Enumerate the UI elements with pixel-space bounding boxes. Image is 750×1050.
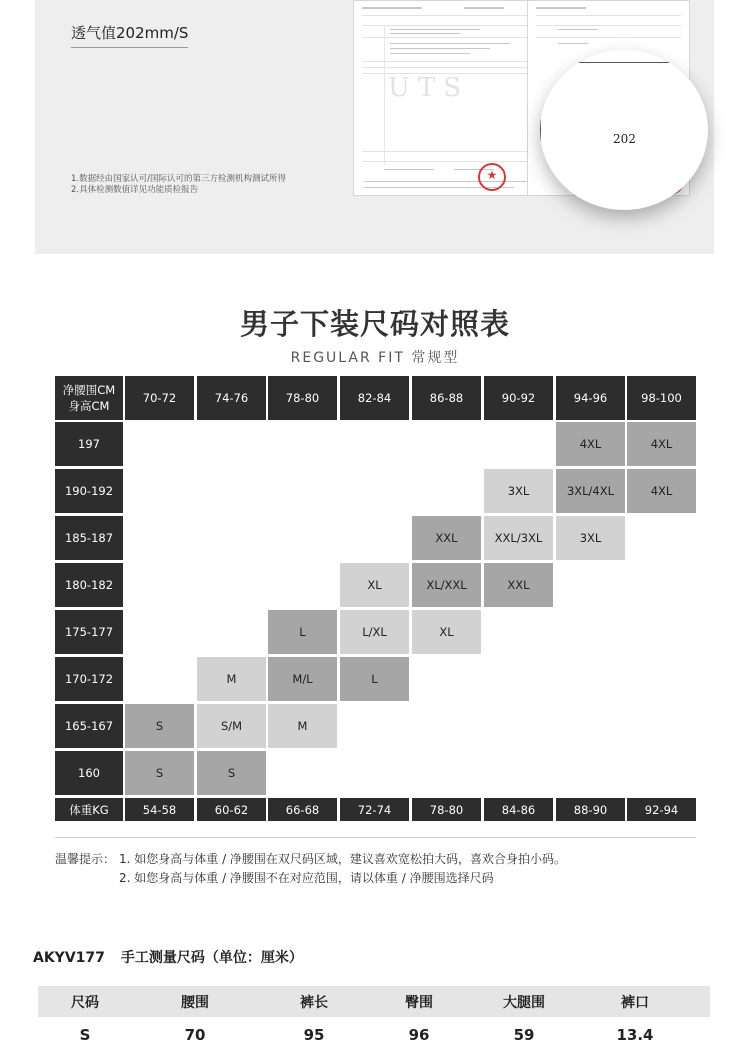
divider: [55, 837, 696, 838]
footnote-1: 1.数据经由国家认可/国际认可的第三方检测机构测试所得: [71, 174, 286, 184]
size-cell: 4XL: [627, 422, 696, 466]
size-chart-grid: [55, 376, 696, 821]
size-cell: L: [340, 657, 409, 701]
table-row: [38, 1017, 710, 1047]
height-header-7: 160: [55, 751, 123, 795]
weight-cell-1: 60-62: [197, 798, 266, 821]
product-code: AKYV177: [33, 950, 105, 966]
cell-size: S: [79, 1026, 91, 1044]
waist-header-4: 86-88: [412, 376, 481, 420]
test-footnotes: [71, 174, 286, 196]
waist-header-7: 98-100: [627, 376, 696, 420]
magnified-value: 202: [613, 132, 636, 146]
size-cell: XXL: [484, 563, 553, 607]
size-cell: 3XL: [556, 516, 625, 560]
weight-cell-2: 66-68: [268, 798, 337, 821]
size-cell: 4XL: [627, 469, 696, 513]
height-axis-label: 身高CM: [68, 399, 110, 413]
height-header-1: 190-192: [55, 469, 123, 513]
red-seal-icon: [478, 163, 506, 191]
weight-cell-6: 88-90: [556, 798, 625, 821]
tip-line-2: 2. 如您身高与体重 / 净腰围不在对应范围，请以体重 / 净腰围选择尺码: [119, 871, 494, 885]
size-cell: S: [197, 751, 266, 795]
size-cell: XL/XXL: [412, 563, 481, 607]
size-cell: 3XL: [484, 469, 553, 513]
measurement-table-header: [38, 986, 710, 1017]
size-cell: M/L: [268, 657, 337, 701]
measurement-caption: 手工测量尺码（单位：厘米）: [120, 950, 303, 966]
size-cell: XL: [340, 563, 409, 607]
header-waist: 腰围: [181, 994, 209, 1011]
weight-cell-4: 78-80: [412, 798, 481, 821]
waist-header-1: 74-76: [197, 376, 266, 420]
height-header-4: 175-177: [55, 610, 123, 654]
waist-axis-label: 净腰围CM: [62, 383, 116, 397]
size-cell: S/M: [197, 704, 266, 748]
cell-waist: 70: [184, 1026, 206, 1044]
cell-thigh: 59: [513, 1026, 535, 1044]
waist-header-5: 90-92: [484, 376, 553, 420]
weight-header: 体重KG: [55, 798, 123, 821]
height-header-6: 165-167: [55, 704, 123, 748]
watermark-logo: UTS: [388, 73, 470, 103]
footnote-2: 2.具体检测数值详见功能质检报告: [71, 185, 199, 195]
height-header-3: 180-182: [55, 563, 123, 607]
weight-cell-7: 92-94: [627, 798, 696, 821]
weight-cell-5: 84-86: [484, 798, 553, 821]
header-hip: 臀围: [405, 994, 433, 1011]
size-cell: 3XL/4XL: [556, 469, 625, 513]
size-cell: XXL/3XL: [484, 516, 553, 560]
height-header-2: 185-187: [55, 516, 123, 560]
size-cell: M: [268, 704, 337, 748]
cell-hem: 13.4: [616, 1026, 654, 1044]
magnifier-circle: [540, 50, 708, 210]
size-tips: [55, 850, 566, 888]
size-cell: L: [268, 610, 337, 654]
size-cell: S: [125, 751, 194, 795]
size-cell: S: [125, 704, 194, 748]
test-report-panel: [35, 0, 714, 254]
size-cell: 4XL: [556, 422, 625, 466]
size-cell: M: [197, 657, 266, 701]
header-size: 尺码: [71, 994, 99, 1011]
waist-header-3: 82-84: [340, 376, 409, 420]
test-report-image-1: [353, 0, 551, 196]
tip-line-1: 1. 如您身高与体重 / 净腰围在双尺码区域，建议喜欢宽松拍大码，喜欢合身拍小码。: [119, 852, 566, 866]
measurement-title: [33, 947, 303, 967]
air-permeability-label: 透气值202mm/S: [71, 22, 188, 48]
weight-cell-3: 72-74: [340, 798, 409, 821]
header-hem: 裤口: [621, 994, 649, 1011]
header-thigh: 大腿围: [503, 994, 545, 1011]
tips-label: 温馨提示：: [55, 852, 116, 866]
size-cell: L/XL: [340, 610, 409, 654]
size-chart-subtitle: REGULAR FIT 常规型: [290, 350, 460, 366]
size-cell: XXL: [412, 516, 481, 560]
weight-cell-0: 54-58: [125, 798, 194, 821]
corner-header: [55, 376, 123, 420]
waist-header-0: 70-72: [125, 376, 194, 420]
cell-length: 95: [303, 1026, 325, 1044]
header-length: 裤长: [300, 994, 328, 1011]
height-header-0: 197: [55, 422, 123, 466]
waist-header-6: 94-96: [556, 376, 625, 420]
size-chart-title: 男子下装尺码对照表: [239, 307, 510, 341]
waist-header-2: 78-80: [268, 376, 337, 420]
cell-hip: 96: [408, 1026, 430, 1044]
height-header-5: 170-172: [55, 657, 123, 701]
size-cell: XL: [412, 610, 481, 654]
